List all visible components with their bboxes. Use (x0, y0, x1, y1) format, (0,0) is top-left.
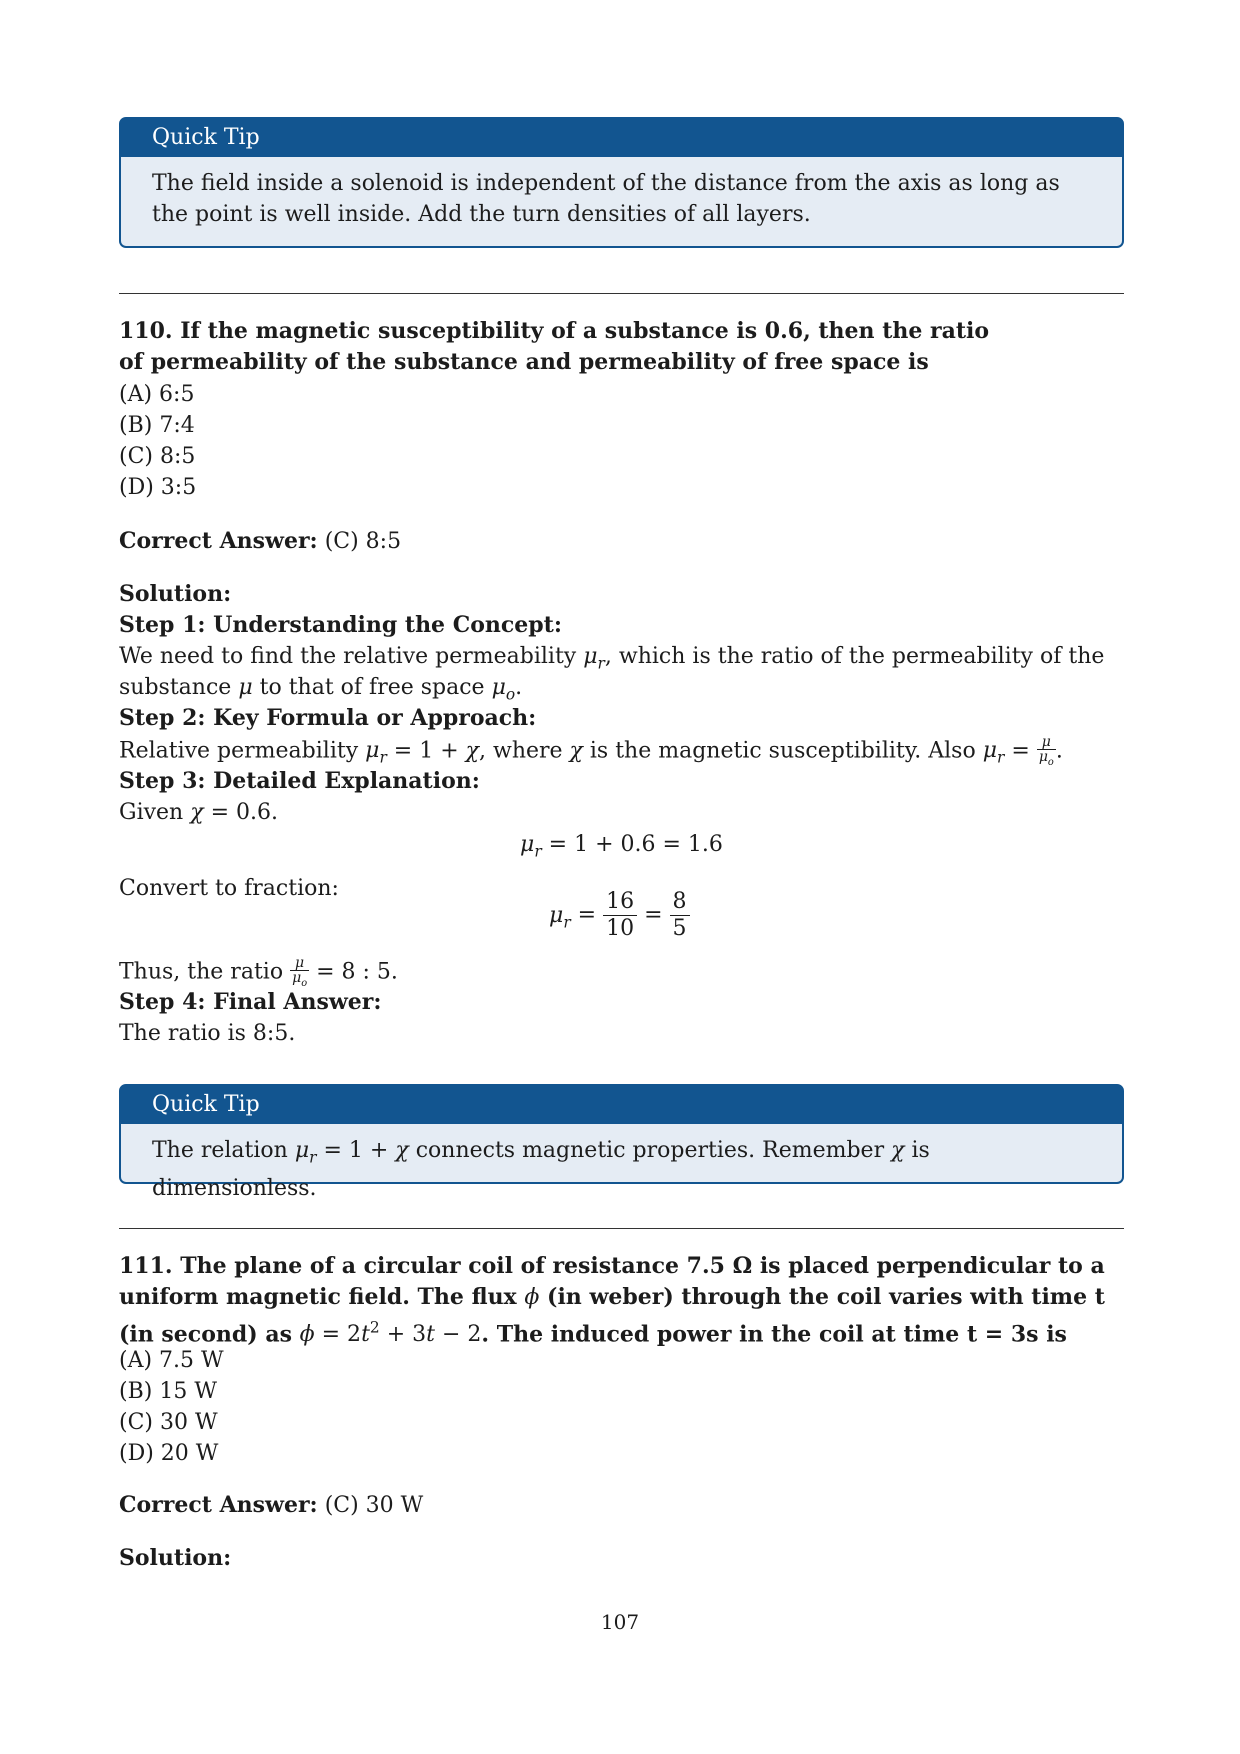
given-line (119, 797, 278, 828)
solution-label: Solution: (119, 1545, 232, 1571)
equation-mu-r: $\mu_r = 1 + 0.6 = 1.6$ (520, 832, 723, 861)
given-value: = 0.6. (210, 800, 278, 825)
quick-tip-text: The relation $\mu_r = 1 + \chi$ connects magnetic properties. Remember χ is dimensionless. (152, 1138, 930, 1202)
mu-o-symbol: $\mu_o$ (491, 675, 516, 704)
convert-text: Convert to fraction: (119, 876, 339, 901)
thus-text: Thus, the ratio (119, 959, 284, 985)
chi-symbol: χ (465, 738, 479, 764)
step-1-text-cont: substance μ to that of free space $\mu_o$. (119, 675, 523, 704)
option-d: (D) 3:5 (119, 475, 197, 500)
phi-symbol: ϕ (524, 1285, 540, 1310)
page-number: 107 (600, 1610, 640, 1634)
mu-r-symbol: $\mu_r$ (583, 644, 605, 673)
chi-symbol: χ (891, 1138, 905, 1163)
quick-tip-box (119, 117, 1124, 248)
correct-answer-value: (C) 8:5 (324, 529, 402, 554)
step-1-text-a: We need to find the relative permeability (119, 644, 577, 669)
question-111-c: . The induced power in the coil at time t = 3s is (481, 1321, 1067, 1348)
quick-tip-box (119, 1084, 1124, 1202)
solution-label: Solution: (119, 581, 232, 607)
option-a: (A) 7.5 W (119, 1348, 224, 1373)
option-d: (D) 20 W (119, 1441, 219, 1466)
section-divider (119, 1228, 1124, 1229)
formula-mu-r: $\mu_r$ (365, 738, 387, 767)
final-answer: The ratio is 8:5. (119, 1021, 296, 1046)
thus-value: = 8 : 5. (316, 959, 398, 985)
option-c: (C) 30 W (119, 1410, 218, 1435)
fraction-16-over-10: $\frac{16}{10}$ (603, 889, 637, 942)
step-1-label: Step 1: Understanding the Concept: (119, 612, 562, 638)
tip-text-a: The relation (152, 1138, 288, 1163)
step-4-label: Step 4: Final Answer: (119, 989, 382, 1015)
option-b: (B) 7:4 (119, 413, 195, 438)
quick-tip-title: Quick Tip (121, 1086, 1122, 1124)
chi-symbol: χ (569, 738, 583, 764)
question-111-b: (in weber) through the coil varies with time t (in second) as (119, 1284, 1105, 1348)
option-b: (B) 15 W (119, 1379, 217, 1404)
step-2-text-b: , where (479, 738, 563, 764)
fraction-8-over-5: $\frac{8}{5}$ (670, 889, 690, 942)
correct-answer (119, 526, 401, 557)
correct-answer (119, 1490, 423, 1521)
quick-tip-title: Quick Tip (121, 119, 1122, 157)
question-110: 110. If the magnetic susceptibility of a substance is 0.6, then the ratio of permeability of the substance and permeability of free space is (119, 318, 990, 375)
step-2-label: Step 2: Key Formula or Approach: (119, 705, 537, 731)
step-2-text: Relative permeability $\mu_r = 1 + \chi$, where χ is the magnetic susceptibility. Also $\mu_r$ = $\frac{\mu}{\mu_o}$ . (119, 734, 1063, 768)
given-text: Given (119, 800, 184, 825)
thus-line (119, 956, 398, 989)
correct-answer-value: (C) 30 W (324, 1493, 424, 1518)
step-1-text-b: , which is the ratio of the permeability of the (604, 644, 1105, 669)
equation-fraction: $\mu_r$ = $\frac{16}{10}$ = $\frac{8}{5}$ (549, 889, 690, 945)
option-c: (C) 8:5 (119, 444, 196, 469)
question-111-a: 111. The plane of a circular coil of resistance 7.5 Ω is placed perpendicular to a uniform magnetic field. The flux (119, 1253, 1105, 1310)
formula-mu-r: $\mu_r$ (294, 1138, 317, 1167)
step-1-text-d: to that of free space (259, 675, 485, 700)
question-111 (119, 1251, 1129, 1350)
formula-mu-r: $\mu_r$ (982, 738, 1005, 767)
correct-answer-label: Correct Answer: (119, 1492, 318, 1518)
step-1-text-c: substance (119, 675, 232, 700)
flux-equation: $\phi = 2t^2 + 3t - 2$ (299, 1319, 482, 1348)
quick-tip-text: The field inside a solenoid is independent of the distance from the axis as long as the point is well inside. Add the turn densities of all layers. (152, 171, 1060, 227)
tip-text-b: connects magnetic properties. Remember (415, 1138, 885, 1163)
step-2-text-c: is the magnetic susceptibility. Also (589, 738, 976, 764)
section-divider (119, 293, 1124, 294)
fraction-mu-over-mu-o: $\frac{\mu}{\mu_o}$ (1038, 734, 1054, 768)
chi-symbol: χ (395, 1138, 409, 1163)
correct-answer-label: Correct Answer: (119, 528, 318, 554)
tip-text-c: is dimensionless. (152, 1138, 930, 1202)
fraction-mu-over-mu-o: $\frac{\mu}{\mu_o}$ (292, 955, 308, 989)
step-2-text-a: Relative permeability (119, 738, 359, 764)
option-a: (A) 6:5 (119, 382, 195, 407)
step-3-label: Step 3: Detailed Explanation: (119, 768, 480, 794)
equation-mu-r-value: = 1 + 0.6 = 1.6 (548, 832, 723, 857)
chi-symbol: χ (190, 800, 204, 825)
mu-symbol: μ (238, 675, 253, 700)
